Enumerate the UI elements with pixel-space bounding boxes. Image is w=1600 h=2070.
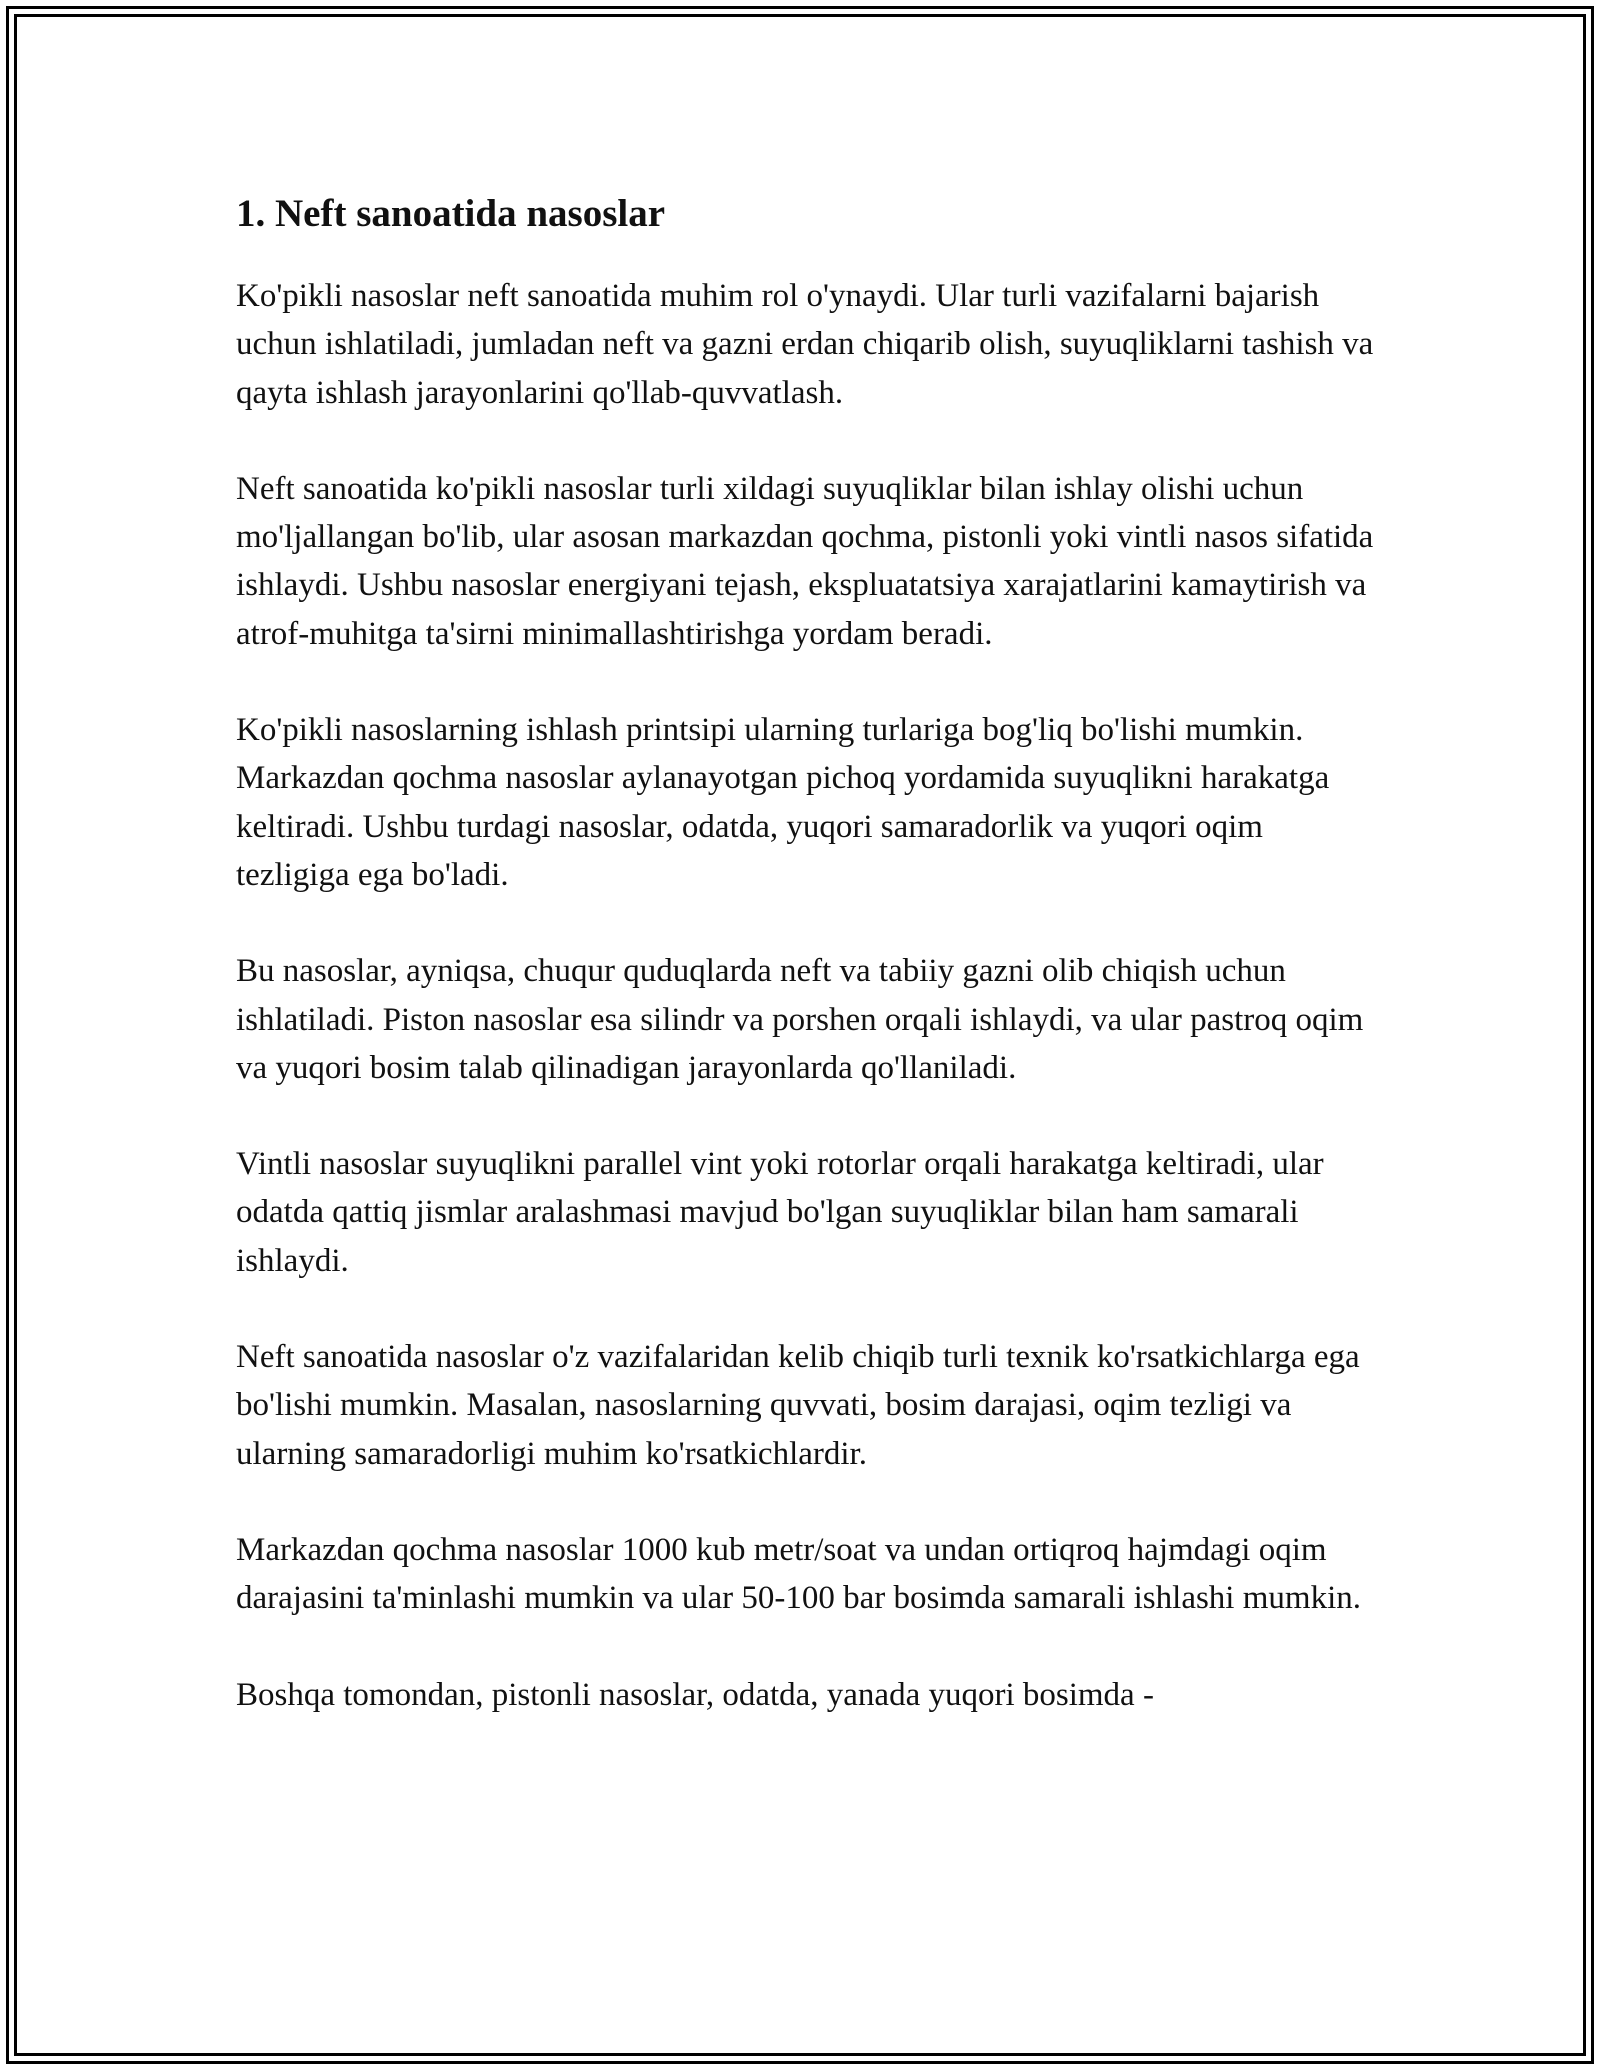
paragraph-4: Bu nasoslar, ayniqsa, chuqur quduqlarda neft va tabiiy gazni olib chiqish uchun ishlatiladi. Piston nasoslar esa silindr va porshen orqali ishlaydi, va ular pastroq oqim va yuqori bosim talab qilinadigan jarayonlarda qo'llaniladi. (236, 953, 1364, 1086)
paragraph-3: Ko'pikli nasoslarning ishlash printsipi ularning turlariga bog'liq bo'lishi mumkin. Markazdan qochma nasoslar aylanayotgan pichoq yordamida suyuqlikni harakatga keltiradi. Ushbu turdagi nasoslar, odatda, yuqori samaradorlik va yuqori oqim tezligiga ega bo'ladi. (236, 712, 1330, 893)
paragraph-8: Boshqa tomondan, pistonli nasoslar, odatda, yanada yuqori bosimda - (236, 1676, 1154, 1713)
paragraph-5: Vintli nasoslar suyuqlikni parallel vint yoki rotorlar orqali harakatga keltiradi, ular odatda qattiq jismlar aralashmasi mavjud bo'lgan suyuqliklar bilan ham samarali ishlaydi. (236, 1146, 1324, 1279)
paragraph-7: Markazdan qochma nasoslar 1000 kub metr/soat va undan ortiqroq hajmdagi oqim darajasini ta'minlashi mumkin va ular 50-100 bar bosimda samarali ishlashi mumkin. (236, 1531, 1361, 1617)
document-body (236, 186, 1376, 1767)
paragraph-1: Ko'pikli nasoslar neft sanoatida muhim rol o'ynaydi. Ular turli vazifalarni bajarish uchun ishlatiladi, jumladan neft va gazni erdan chiqarib olish, suyuqliklarni tashish va qayta ishlash jarayonlarini qo'llab-quvvatlash. (236, 278, 1374, 411)
section-heading: 1. Neft sanoatida nasoslar (236, 192, 666, 235)
paragraph-2: Neft sanoatida ko'pikli nasoslar turli xildagi suyuqliklar bilan ishlay olishi uchun mo'ljallangan bo'lib, ular asosan markazdan qochma, pistonli yoki vintli nasos sifatida ishlaydi. Ushbu nasoslar energiyani tejash, ekspluatatsiya xarajatlarini kamaytirish va atrof-muhitga ta'sirni minimallashtirishga yordam beradi. (236, 470, 1374, 652)
paragraph-6: Neft sanoatida nasoslar o'z vazifalaridan kelib chiqib turli texnik ko'rsatkichlarga ega bo'lishi mumkin. Masalan, nasoslarning quvvati, bosim darajasi, oqim tezligi va ularning samaradorligi muhim ko'rsatkichlardir. (236, 1339, 1360, 1472)
